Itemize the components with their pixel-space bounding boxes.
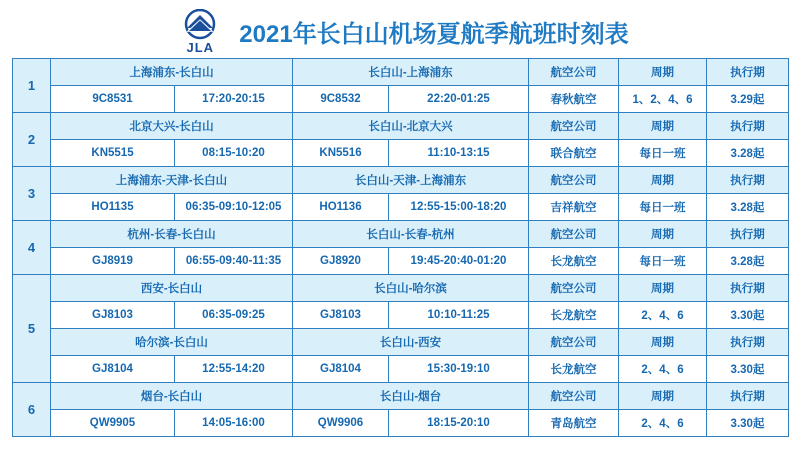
table-row xyxy=(13,383,789,410)
time-inbound: 19:45-20:40-01:20 xyxy=(389,248,529,275)
col-header-period: 执行期 xyxy=(707,383,789,410)
frequency-value: 每日一班 xyxy=(619,140,707,167)
group-index: 1 xyxy=(13,59,51,113)
route-outbound: 哈尔滨-长白山 xyxy=(51,329,293,356)
route-outbound: 烟台-长白山 xyxy=(51,383,293,410)
frequency-value: 2、4、6 xyxy=(619,302,707,329)
airline-logo-mark xyxy=(178,9,222,41)
col-header-frequency: 周期 xyxy=(619,59,707,86)
time-outbound: 14:05-16:00 xyxy=(175,410,293,437)
route-outbound: 西安-长白山 xyxy=(51,275,293,302)
airline-name: 长龙航空 xyxy=(529,248,619,275)
period-value: 3.30起 xyxy=(707,410,789,437)
airline-name: 联合航空 xyxy=(529,140,619,167)
table-row xyxy=(13,86,789,113)
route-outbound: 杭州-长春-长白山 xyxy=(51,221,293,248)
col-header-period: 执行期 xyxy=(707,329,789,356)
group-index: 5 xyxy=(13,275,51,383)
frequency-value: 2、4、6 xyxy=(619,410,707,437)
col-header-period: 执行期 xyxy=(707,167,789,194)
col-header-frequency: 周期 xyxy=(619,329,707,356)
period-value: 3.30起 xyxy=(707,356,789,383)
table-row xyxy=(13,248,789,275)
frequency-value: 1、2、4、6 xyxy=(619,86,707,113)
page-title: 2021年长白山机场夏航季航班时刻表 xyxy=(239,20,629,48)
table-row xyxy=(13,59,789,86)
route-inbound: 长白山-长春-杭州 xyxy=(293,221,529,248)
flight-no-inbound: QW9906 xyxy=(293,410,389,437)
airline-logo-icon xyxy=(171,7,229,55)
group-index: 6 xyxy=(13,383,51,437)
group-index: 3 xyxy=(13,167,51,221)
col-header-period: 执行期 xyxy=(707,221,789,248)
airline-name: 长龙航空 xyxy=(529,356,619,383)
time-outbound: 08:15-10:20 xyxy=(175,140,293,167)
document-header xyxy=(0,0,800,58)
route-inbound: 长白山-上海浦东 xyxy=(293,59,529,86)
flight-no-inbound: GJ8103 xyxy=(293,302,389,329)
table-row xyxy=(13,167,789,194)
period-value: 3.28起 xyxy=(707,194,789,221)
flight-no-outbound: HO1135 xyxy=(51,194,175,221)
col-header-airline: 航空公司 xyxy=(529,329,619,356)
airline-name: 春秋航空 xyxy=(529,86,619,113)
airline-name: 吉祥航空 xyxy=(529,194,619,221)
route-inbound: 长白山-烟台 xyxy=(293,383,529,410)
period-value: 3.28起 xyxy=(707,248,789,275)
time-inbound: 22:20-01:25 xyxy=(389,86,529,113)
col-header-period: 执行期 xyxy=(707,275,789,302)
table-row xyxy=(13,221,789,248)
col-header-frequency: 周期 xyxy=(619,275,707,302)
flight-no-inbound: HO1136 xyxy=(293,194,389,221)
time-inbound: 11:10-13:15 xyxy=(389,140,529,167)
table-row xyxy=(13,275,789,302)
col-header-frequency: 周期 xyxy=(619,167,707,194)
airline-name: 长龙航空 xyxy=(529,302,619,329)
schedule-table-wrapper xyxy=(0,58,800,437)
airline-logo-text: JLA xyxy=(186,39,215,55)
route-inbound: 长白山-北京大兴 xyxy=(293,113,529,140)
flight-no-outbound: GJ8919 xyxy=(51,248,175,275)
table-row xyxy=(13,140,789,167)
col-header-frequency: 周期 xyxy=(619,113,707,140)
time-inbound: 12:55-15:00-18:20 xyxy=(389,194,529,221)
frequency-value: 每日一班 xyxy=(619,194,707,221)
airline-name: 青岛航空 xyxy=(529,410,619,437)
time-outbound: 17:20-20:15 xyxy=(175,86,293,113)
route-inbound: 长白山-天津-上海浦东 xyxy=(293,167,529,194)
time-inbound: 15:30-19:10 xyxy=(389,356,529,383)
table-row xyxy=(13,302,789,329)
flight-schedule-table xyxy=(12,58,789,437)
table-row xyxy=(13,329,789,356)
time-outbound: 12:55-14:20 xyxy=(175,356,293,383)
table-row xyxy=(13,356,789,383)
time-outbound: 06:55-09:40-11:35 xyxy=(175,248,293,275)
flight-no-outbound: 9C8531 xyxy=(51,86,175,113)
time-outbound: 06:35-09:25 xyxy=(175,302,293,329)
flight-no-inbound: KN5516 xyxy=(293,140,389,167)
frequency-value: 2、4、6 xyxy=(619,356,707,383)
col-header-period: 执行期 xyxy=(707,113,789,140)
col-header-frequency: 周期 xyxy=(619,221,707,248)
group-index: 4 xyxy=(13,221,51,275)
route-outbound: 上海浦东-天津-长白山 xyxy=(51,167,293,194)
col-header-airline: 航空公司 xyxy=(529,383,619,410)
flight-no-outbound: QW9905 xyxy=(51,410,175,437)
period-value: 3.30起 xyxy=(707,302,789,329)
flight-no-outbound: KN5515 xyxy=(51,140,175,167)
col-header-airline: 航空公司 xyxy=(529,113,619,140)
flight-no-inbound: GJ8104 xyxy=(293,356,389,383)
flight-no-outbound: GJ8104 xyxy=(51,356,175,383)
col-header-airline: 航空公司 xyxy=(529,275,619,302)
table-row xyxy=(13,410,789,437)
flight-no-outbound: GJ8103 xyxy=(51,302,175,329)
col-header-airline: 航空公司 xyxy=(529,59,619,86)
flight-no-inbound: GJ8920 xyxy=(293,248,389,275)
route-inbound: 长白山-哈尔滨 xyxy=(293,275,529,302)
col-header-airline: 航空公司 xyxy=(529,221,619,248)
group-index: 2 xyxy=(13,113,51,167)
col-header-period: 执行期 xyxy=(707,59,789,86)
col-header-airline: 航空公司 xyxy=(529,167,619,194)
flight-no-inbound: 9C8532 xyxy=(293,86,389,113)
route-outbound: 上海浦东-长白山 xyxy=(51,59,293,86)
period-value: 3.28起 xyxy=(707,140,789,167)
col-header-frequency: 周期 xyxy=(619,383,707,410)
frequency-value: 每日一班 xyxy=(619,248,707,275)
period-value: 3.29起 xyxy=(707,86,789,113)
table-row xyxy=(13,194,789,221)
route-inbound: 长白山-西安 xyxy=(293,329,529,356)
time-inbound: 18:15-20:10 xyxy=(389,410,529,437)
time-inbound: 10:10-11:25 xyxy=(389,302,529,329)
table-row xyxy=(13,113,789,140)
time-outbound: 06:35-09:10-12:05 xyxy=(175,194,293,221)
route-outbound: 北京大兴-长白山 xyxy=(51,113,293,140)
